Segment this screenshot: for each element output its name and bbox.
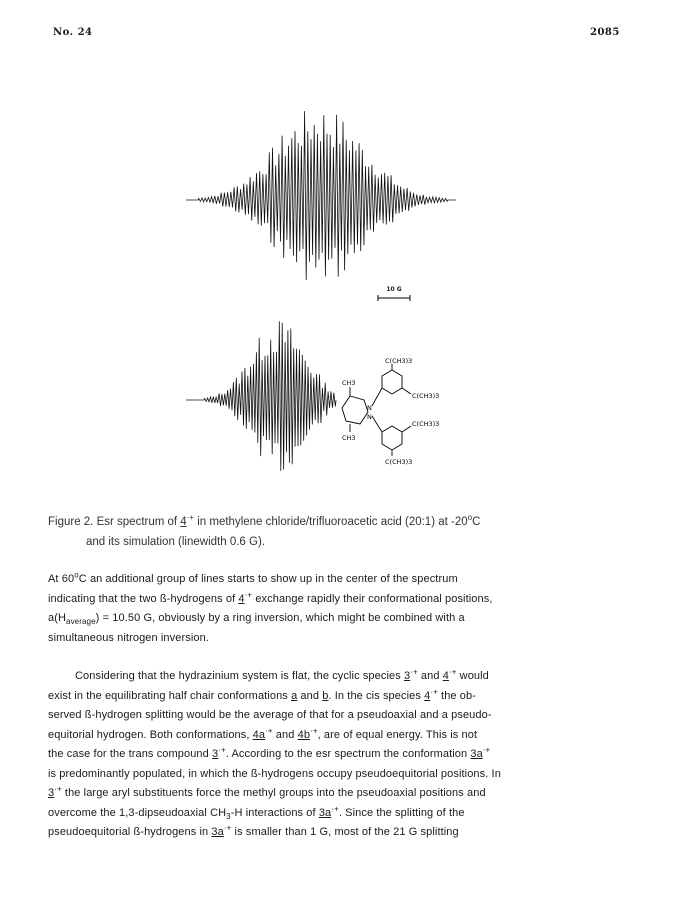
methyl-label: CH3 xyxy=(342,434,356,442)
scale-bar xyxy=(377,286,411,306)
spectrum-trace xyxy=(186,111,456,280)
substituent-label: C(CH3)3 xyxy=(412,392,440,400)
journal-issue: No. 24 xyxy=(53,27,93,38)
esr-spectrum-simulation xyxy=(186,312,336,487)
caption-line: Figure 2. Esr spectrum of 4·+ in methylene chloride/trifluoroacetic acid (20:1) at -20$^o$C xyxy=(48,513,481,528)
paragraph: At 60$^o$C an additional group of lines starts to show up in the center of the spectrum indicating that the two ß-hydrogens of 4·+ exchange rapidly their conformational positions, $a(H_{average}) = 10.50$ G, obviously by a ring inversion, which might be combined with a simultaneous nitrogen inversion. xyxy=(48,570,493,644)
nitrogen-label: N xyxy=(367,413,372,421)
substituent-label: C(CH3)3 xyxy=(385,357,413,365)
figure-caption xyxy=(48,512,648,552)
substituent-label: C(CH3)3 xyxy=(412,420,440,428)
scale-label: 10 G xyxy=(386,286,402,293)
esr-spectrum-experimental xyxy=(186,100,456,310)
page-number: 2085 xyxy=(590,27,620,38)
paragraph: Considering that the hydrazinium system is flat, the cyclic species 3·+ and 4·+ would exist in the equilibrating half chair conformations a and b. In the cis species 4·+ the ob- served ß-hydrogen splitting would be the average of that for a pseudoaxial and a pseudo- equitorial hydrogen. Both conformations, 4a·+ and 4b·+, are of equal energy. This is not the case for the trans compound 3·+. According to the esr spectrum the conformation 3a·+ is predominantly populated, in which the ß-hydrogens occupy pseudoequitorial positions. In 3·+ the large aryl substituents force the methyl groups into the pseudoaxial positions and overcome the 1,3-dipseudoaxial $CH_3-H$ interactions of 3a·+. Since the splitting of the pseudoequitorial ß-hydrogens in 3a·+ is smaller than 1 G, most of the 21 G splitting xyxy=(48,667,501,838)
molecule-structure xyxy=(336,356,440,468)
nitrogen-label: N xyxy=(367,404,372,412)
spectrum-trace xyxy=(186,321,336,471)
methyl-label: CH3 xyxy=(342,379,356,387)
substituent-label: C(CH3)3 xyxy=(385,458,413,466)
caption-line: and its simulation (linewidth 0.6 G). xyxy=(86,536,265,548)
